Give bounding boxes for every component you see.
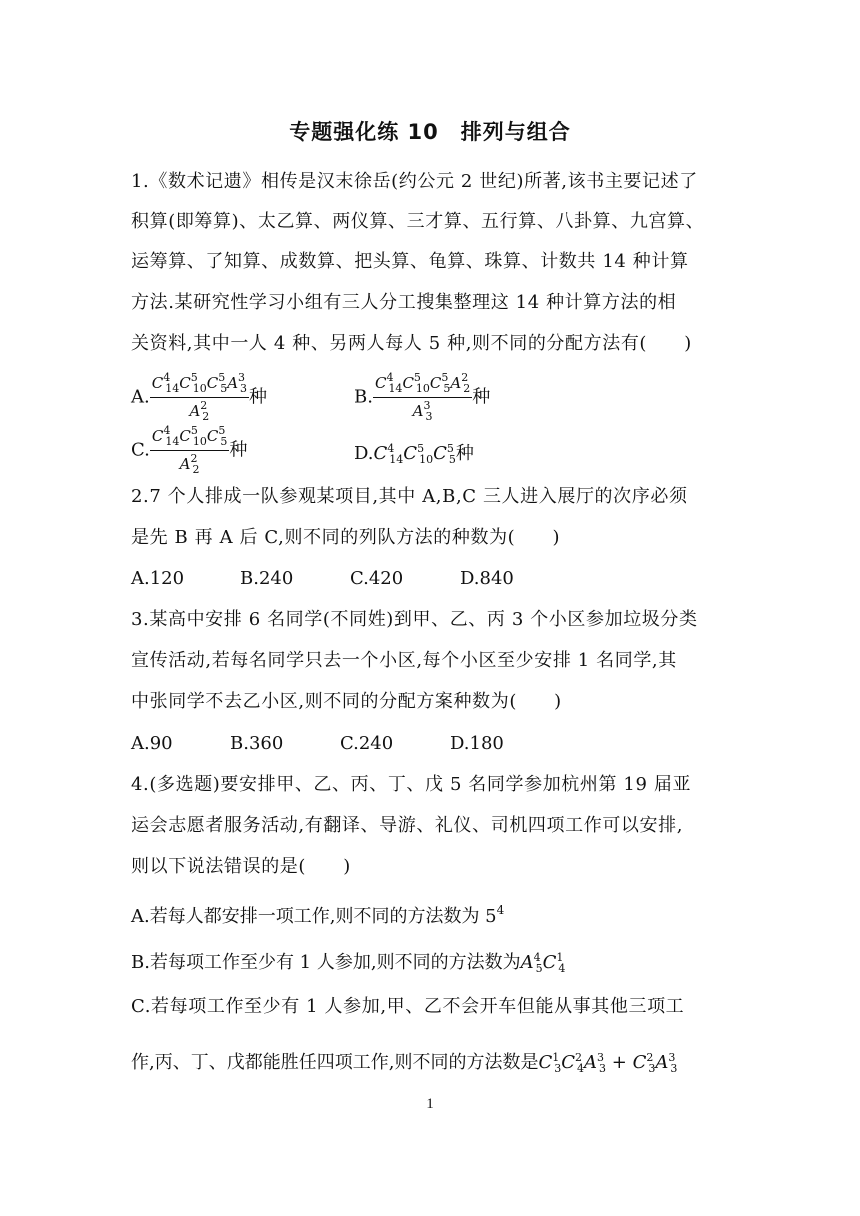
q3-line-2: 宣传活动,若每名同学只去一个小区,每个小区至少安排 1 名同学,其 — [131, 650, 677, 671]
option-d-unit: 种 — [455, 443, 474, 464]
q1-line-2: 积算(即筹算)、太乙算、两仪算、三才算、五行算、八卦算、九宫算、 — [131, 211, 705, 232]
q1-option-a — [131, 370, 267, 425]
q2-line-2: 是先 B 再 A 后 C,则不同的列队方法的种数为( ) — [131, 527, 561, 548]
q4-line-1: 4.(多选题)要安排甲、乙、丙、丁、戊 5 名同学参加杭州第 19 届亚 — [131, 774, 692, 795]
option-d-formula: $C^4_{14}C^5_{10}C^5_5$ — [373, 442, 456, 466]
q1-line-1: 1.《数术记遗》相传是汉末徐岳(约公元 2 世纪)所著,该书主要记述了 — [131, 171, 698, 192]
q3-line-3: 中张同学不去乙小区,则不同的分配方案种数为( ) — [131, 691, 562, 712]
option-d-label: D. — [354, 443, 374, 464]
q3-option-a: A.90 — [131, 733, 173, 754]
q4-option-a-exponent: 4 — [496, 903, 505, 917]
option-a-label: A. — [131, 386, 150, 408]
q2-option-a: A.120 — [131, 568, 185, 589]
q4-option-c-text: 作,丙、丁、戊都能胜任四项工作,则不同的方法数是 — [131, 1052, 539, 1073]
q4-line-3: 则以下说法错误的是( ) — [131, 856, 351, 877]
q2-option-b: B.240 — [240, 568, 294, 589]
q3-line-1: 3.某高中安排 6 名同学(不同姓)到甲、乙、丙 3 个小区参加垃圾分类 — [131, 609, 698, 630]
q1-line-4: 方法.某研究性学习小组有三人分工搜集整理这 14 种计算方法的相 — [131, 292, 677, 313]
plus-sign: + — [611, 1052, 627, 1073]
q4-option-c-line-1: C.若每项工作至少有 1 人参加,甲、乙不会开车但能从事其他三项工 — [131, 996, 685, 1017]
option-a-formula: $\frac{C^4_{14}C^5_{10}C^5_5A^3_3}{A^2_2}$ — [151, 371, 248, 423]
option-b-unit: 种 — [472, 386, 491, 408]
q2-option-c: C.420 — [350, 568, 404, 589]
page-title: 专题强化练 10 排列与组合 — [289, 120, 571, 144]
q3-option-d: D.180 — [450, 733, 504, 754]
q1-option-d — [354, 437, 474, 472]
q1-option-b — [354, 370, 490, 425]
option-a-unit: 种 — [249, 386, 268, 408]
page-number: 1 — [426, 1096, 434, 1112]
q4-option-b — [131, 946, 565, 981]
q4-option-b-text: B.若每项工作至少有 1 人参加,则不同的方法数为 — [131, 952, 521, 973]
q3-option-b: B.360 — [230, 733, 284, 754]
option-c-label: C. — [131, 439, 150, 461]
q4-option-b-formula: $A^4_5C^1_4$ — [520, 951, 566, 975]
q2-option-d: D.840 — [460, 568, 514, 589]
q4-option-c-line-2 — [131, 1046, 677, 1081]
q4-option-c-formula: $C^1_3C^2_4A^3_3 + C^2_3A^3_3$ — [538, 1051, 678, 1075]
option-b-label: B. — [354, 386, 373, 408]
q3-option-c: C.240 — [340, 733, 394, 754]
q4-line-2: 运会志愿者服务活动,有翻译、导游、礼仪、司机四项工作可以安排, — [131, 815, 684, 836]
option-b-formula: $\frac{C^4_{14}C^5_{10}C^5_5A^2_2}{A^3_3}$ — [374, 371, 471, 423]
q1-line-3: 运筹算、了知算、成数算、把头算、龟算、珠算、计数共 14 种计算 — [131, 251, 689, 272]
q1-line-5: 关资料,其中一人 4 种、另两人每人 5 种,则不同的分配方法有( ) — [131, 333, 692, 354]
q4-option-a — [131, 898, 504, 929]
option-c-formula: $\frac{C^4_{14}C^5_{10}C^5_5}{A^2_2}$ — [151, 424, 228, 476]
q1-option-c — [131, 423, 247, 478]
q4-option-a-text: A.若每人都安排一项工作,则不同的方法数为 5 — [131, 906, 497, 927]
q2-line-1: 2.7 个人排成一队参观某项目,其中 A,B,C 三人进入展厅的次序必须 — [131, 486, 688, 507]
option-c-unit: 种 — [229, 439, 248, 461]
